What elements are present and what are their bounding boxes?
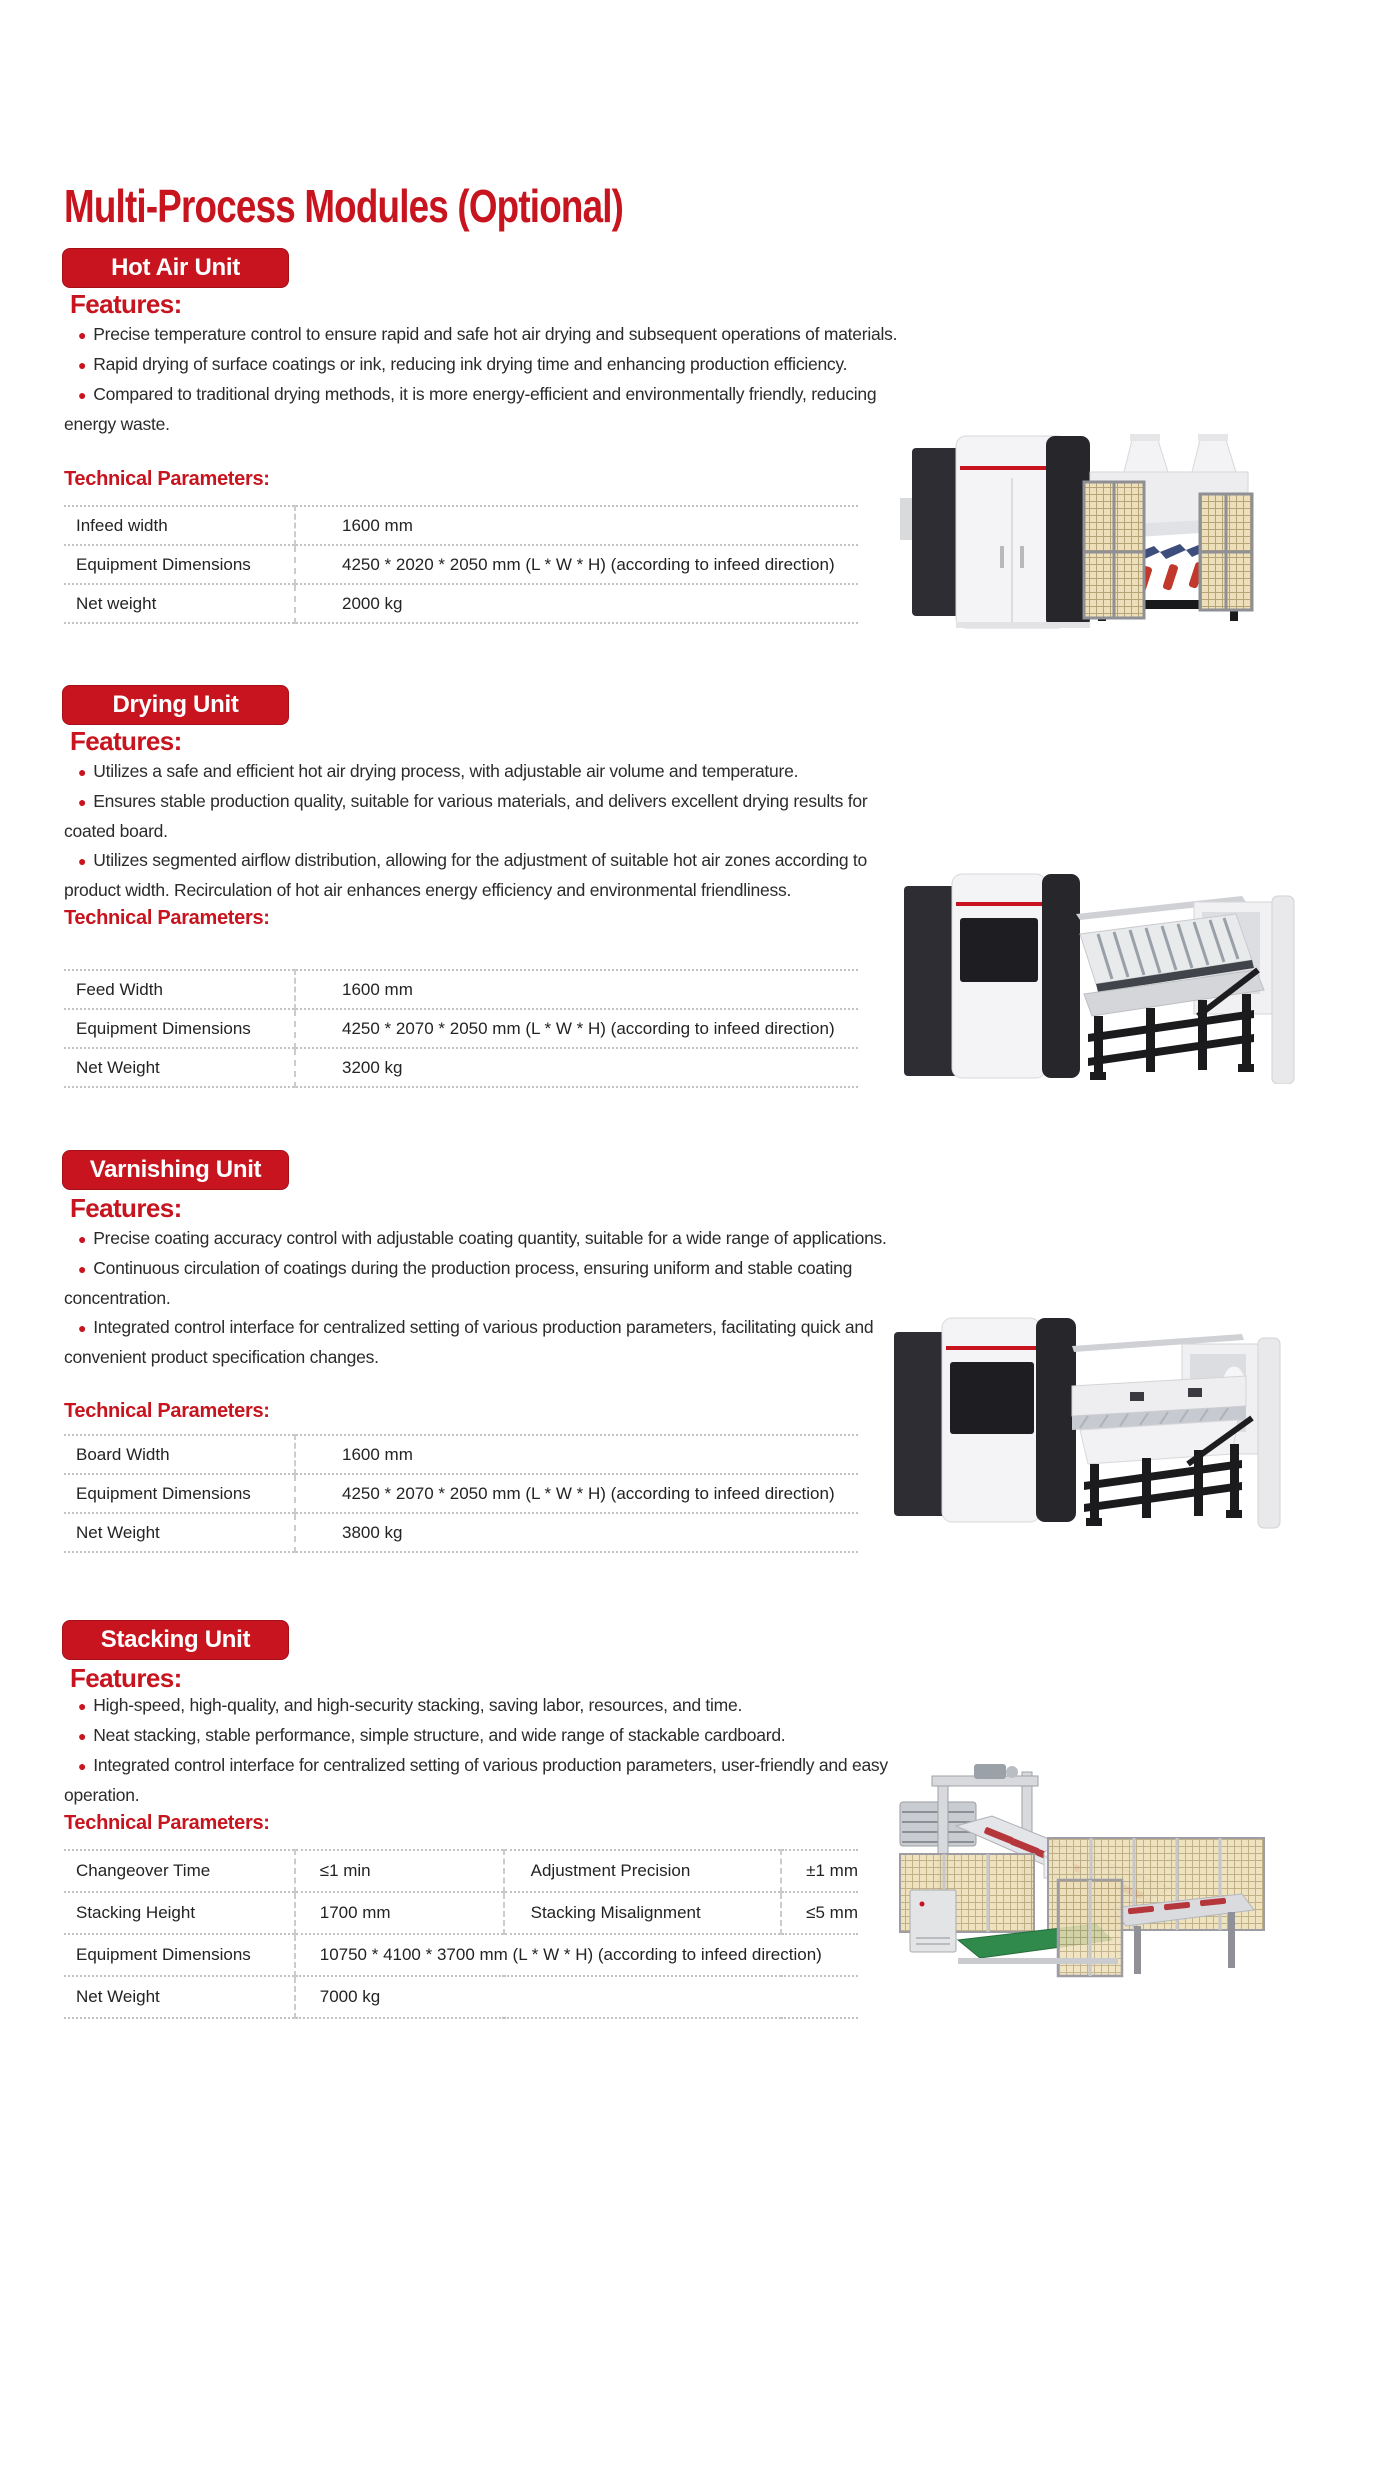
section-badge-varnishing: Varnishing Unit	[62, 1150, 289, 1190]
bullet-dot: ●	[78, 1261, 87, 1277]
features-list	[64, 757, 910, 905]
param-value: 7000 kg	[295, 1976, 858, 2018]
feature-bullet: ● Continuous circulation of coatings during the production process, ensuring uniform and stable coating concentration.	[64, 1258, 853, 1308]
technical-parameters-heading: Technical Parameters:	[64, 1400, 270, 1422]
feature-bullet: ● Utilizes a safe and efficient hot air drying process, with adjustable air volume and temperature.	[78, 761, 799, 781]
features-list	[64, 320, 910, 439]
param-value: 1600 mm	[295, 970, 858, 1009]
param-label: Net weight	[64, 584, 295, 623]
table-row	[64, 545, 858, 584]
feature-bullet: ● Ensures stable production quality, suitable for various materials, and delivers excellent drying results for coated board.	[64, 791, 868, 841]
section-badge-drying: Drying Unit	[62, 685, 289, 725]
bullet-dot: ●	[78, 1231, 87, 1247]
param-label: Net Weight	[64, 1976, 295, 2018]
features-list	[64, 1224, 910, 1372]
param-label: Equipment Dimensions	[64, 545, 295, 584]
param-label: Board Width	[64, 1435, 295, 1474]
feature-bullet: ● Neat stacking, stable performance, simple structure, and wide range of stackable cardboard.	[78, 1725, 786, 1745]
bullet-dot: ●	[78, 853, 87, 869]
features-heading: Features:	[70, 1193, 182, 1223]
param-value: 4250 * 2070 * 2050 mm (L * W * H) (according to infeed direction)	[295, 1009, 858, 1048]
bullet-dot: ●	[78, 1698, 87, 1714]
param-value: 1600 mm	[295, 1435, 858, 1474]
page-title: Multi-Process Modules (Optional)	[64, 179, 624, 232]
varnishing-unit-machine-image	[890, 1288, 1282, 1532]
table-row	[64, 1892, 858, 1934]
feature-bullet: ● Precise coating accuracy control with adjustable coating quantity, suitable for a wide range of applications.	[78, 1228, 887, 1248]
technical-parameters-heading: Technical Parameters:	[64, 1812, 270, 1834]
features-heading: Features:	[70, 726, 182, 756]
spec-table-stacking	[64, 1849, 858, 2019]
param-value: 1600 mm	[295, 506, 858, 545]
param-label: Infeed width	[64, 506, 295, 545]
feature-bullet: ● Rapid drying of surface coatings or ink, reducing ink drying time and enhancing production efficiency.	[78, 354, 848, 374]
feature-bullet: ● Precise temperature control to ensure rapid and safe hot air drying and subsequent operations of materials.	[78, 324, 898, 344]
table-row	[64, 1435, 858, 1474]
param-label: Feed Width	[64, 970, 295, 1009]
param-label: Stacking Height	[64, 1892, 295, 1934]
section-badge-stacking: Stacking Unit	[62, 1620, 289, 1660]
technical-parameters-heading: Technical Parameters:	[64, 468, 270, 490]
param-label: Equipment Dimensions	[64, 1474, 295, 1513]
spec-table-drying	[64, 969, 858, 1088]
table-row	[64, 1513, 858, 1552]
bullet-dot: ●	[78, 357, 87, 373]
bullet-dot: ●	[78, 764, 87, 780]
table-row	[64, 1934, 858, 1976]
param-value: 3200 kg	[295, 1048, 858, 1087]
feature-bullet: ● Integrated control interface for centralized setting of various production parameters, user-friendly and easy operation.	[64, 1755, 888, 1805]
features-heading: Features:	[70, 289, 182, 319]
param-value: 10750 * 4100 * 3700 mm (L * W * H) (according to infeed direction)	[295, 1934, 858, 1976]
param-value: 2000 kg	[295, 584, 858, 623]
table-row	[64, 584, 858, 623]
table-row	[64, 506, 858, 545]
drying-unit-machine-image	[898, 838, 1298, 1084]
table-row	[64, 1976, 858, 2018]
param-value: 3800 kg	[295, 1513, 858, 1552]
bullet-dot: ●	[78, 794, 87, 810]
bullet-dot: ●	[78, 387, 87, 403]
technical-parameters-heading: Technical Parameters:	[64, 907, 270, 929]
features-list	[64, 1691, 910, 1810]
param-label: Equipment Dimensions	[64, 1009, 295, 1048]
spec-table-hot-air	[64, 505, 858, 624]
param-label: Net Weight	[64, 1048, 295, 1087]
section-badge-hot-air: Hot Air Unit	[62, 248, 289, 288]
features-heading: Features:	[70, 1663, 182, 1693]
param-value: ≤5 mm	[781, 1892, 858, 1934]
feature-bullet: ● High-speed, high-quality, and high-security stacking, saving labor, resources, and time.	[78, 1695, 743, 1715]
param-label: Equipment Dimensions	[64, 1934, 295, 1976]
param-value: ±1 mm	[781, 1850, 858, 1892]
param-value: 4250 * 2020 * 2050 mm (L * W * H) (according to infeed direction)	[295, 545, 858, 584]
bullet-dot: ●	[78, 327, 87, 343]
table-row	[64, 1048, 858, 1087]
feature-bullet: ● Integrated control interface for centralized setting of various production parameters, facilitating quick and convenient product specification changes.	[64, 1317, 874, 1367]
feature-bullet: ● Compared to traditional drying methods, it is more energy-efficient and environmentally friendly, reducing energy waste.	[64, 384, 877, 434]
param-label: Changeover Time	[64, 1850, 295, 1892]
param-label: Adjustment Precision	[504, 1850, 782, 1892]
table-row	[64, 1474, 858, 1513]
feature-bullet: ● Utilizes segmented airflow distribution, allowing for the adjustment of suitable hot air zones according to product width. Recirculation of hot air enhances energy efficiency and environmental friendliness.	[64, 850, 868, 900]
spec-table-varnishing	[64, 1434, 858, 1553]
table-row	[64, 970, 858, 1009]
param-label: Stacking Misalignment	[504, 1892, 782, 1934]
param-value: 4250 * 2070 * 2050 mm (L * W * H) (according to infeed direction)	[295, 1474, 858, 1513]
table-row	[64, 1009, 858, 1048]
param-value: 1700 mm	[295, 1892, 504, 1934]
param-value: ≤1 min	[295, 1850, 504, 1892]
param-label: Net Weight	[64, 1513, 295, 1552]
bullet-dot: ●	[78, 1728, 87, 1744]
hot-air-unit-machine-image	[900, 396, 1256, 630]
bullet-dot: ●	[78, 1758, 87, 1774]
stacking-unit-machine-image	[898, 1762, 1286, 1990]
bullet-dot: ●	[78, 1320, 87, 1336]
table-row	[64, 1850, 858, 1892]
